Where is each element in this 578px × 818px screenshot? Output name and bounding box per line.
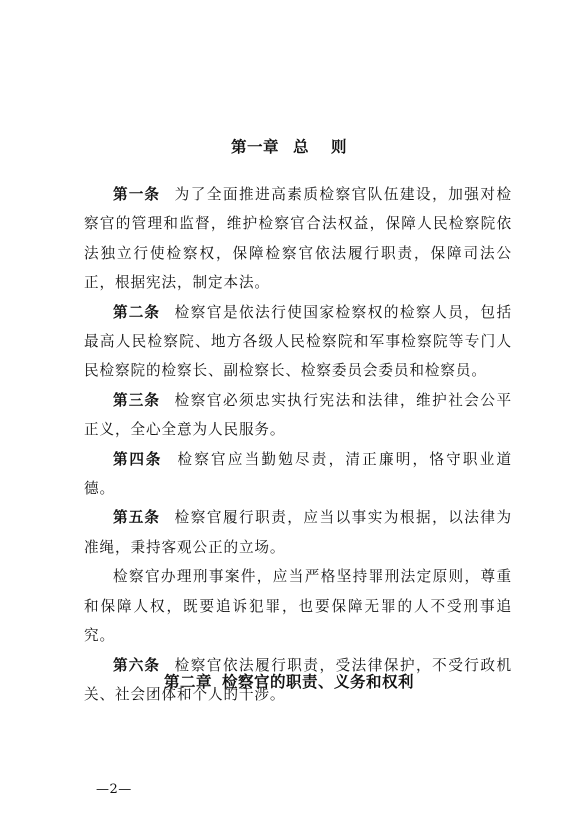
chapter-2-title: 检察官的职责、义务和权利 xyxy=(222,673,415,691)
article-5-paragraph-2-text: 检察官办理刑事案件，应当严格坚持罪刑法定原则，尊重和保障人权，既要追诉犯罪，也要保障无罪的人不受刑事追究。 xyxy=(84,568,512,645)
article-1 xyxy=(84,180,512,298)
article-2-text: 检察官是依法行使国家检察权的检察人员，包括最高人民检察院、地方各级人民检察院和军事检察院等专门人民检察院的检察长、副检察长、检察委员会委员和检察员。 xyxy=(84,303,512,380)
article-3-text: 检察官必须忠实执行宪法和法律，维护社会公平正义，全心全意为人民服务。 xyxy=(84,391,512,439)
article-6-number: 第六条 xyxy=(113,656,161,674)
article-2 xyxy=(84,298,512,386)
article-1-number: 第一条 xyxy=(113,186,161,203)
article-1-text: 为了全面推进高素质检察官队伍建设，加强对检察官的管理和监督，维护检察官合法权益，保障人民检察院依法独立行使检察权，保障检察官依法履行职责，保障司法公正，根据宪法，制定本法。 xyxy=(84,186,512,292)
article-4-number: 第四条 xyxy=(113,450,163,468)
article-3 xyxy=(84,386,512,445)
article-6-text: 检察官依法履行职责，受法律保护，不受行政机关、社会团体和个人的干涉。 xyxy=(84,656,512,703)
chapter-2-number: 第二章 xyxy=(163,673,212,691)
chapter-2-heading xyxy=(0,670,578,692)
chapter-1-heading xyxy=(0,135,578,157)
article-2-number: 第二条 xyxy=(113,303,161,321)
article-5-text: 检察官履行职责，应当以事实为根据，以法律为准绳，秉持客观公正的立场。 xyxy=(84,509,512,556)
chapter-1-title-part1: 总 xyxy=(292,138,309,156)
article-4-text: 检察官应当勤勉尽责，清正廉明，恪守职业道德。 xyxy=(84,450,512,498)
article-3-number: 第三条 xyxy=(113,391,161,409)
article-4 xyxy=(84,445,512,504)
chapter-1-title-part2: 则 xyxy=(331,138,348,156)
article-5-number: 第五条 xyxy=(113,509,161,527)
article-5-paragraph-2 xyxy=(84,562,512,650)
page-number: —2— xyxy=(96,782,132,797)
article-5 xyxy=(84,503,512,562)
articles-body xyxy=(84,180,512,709)
chapter-1-number: 第一章 xyxy=(230,138,279,156)
